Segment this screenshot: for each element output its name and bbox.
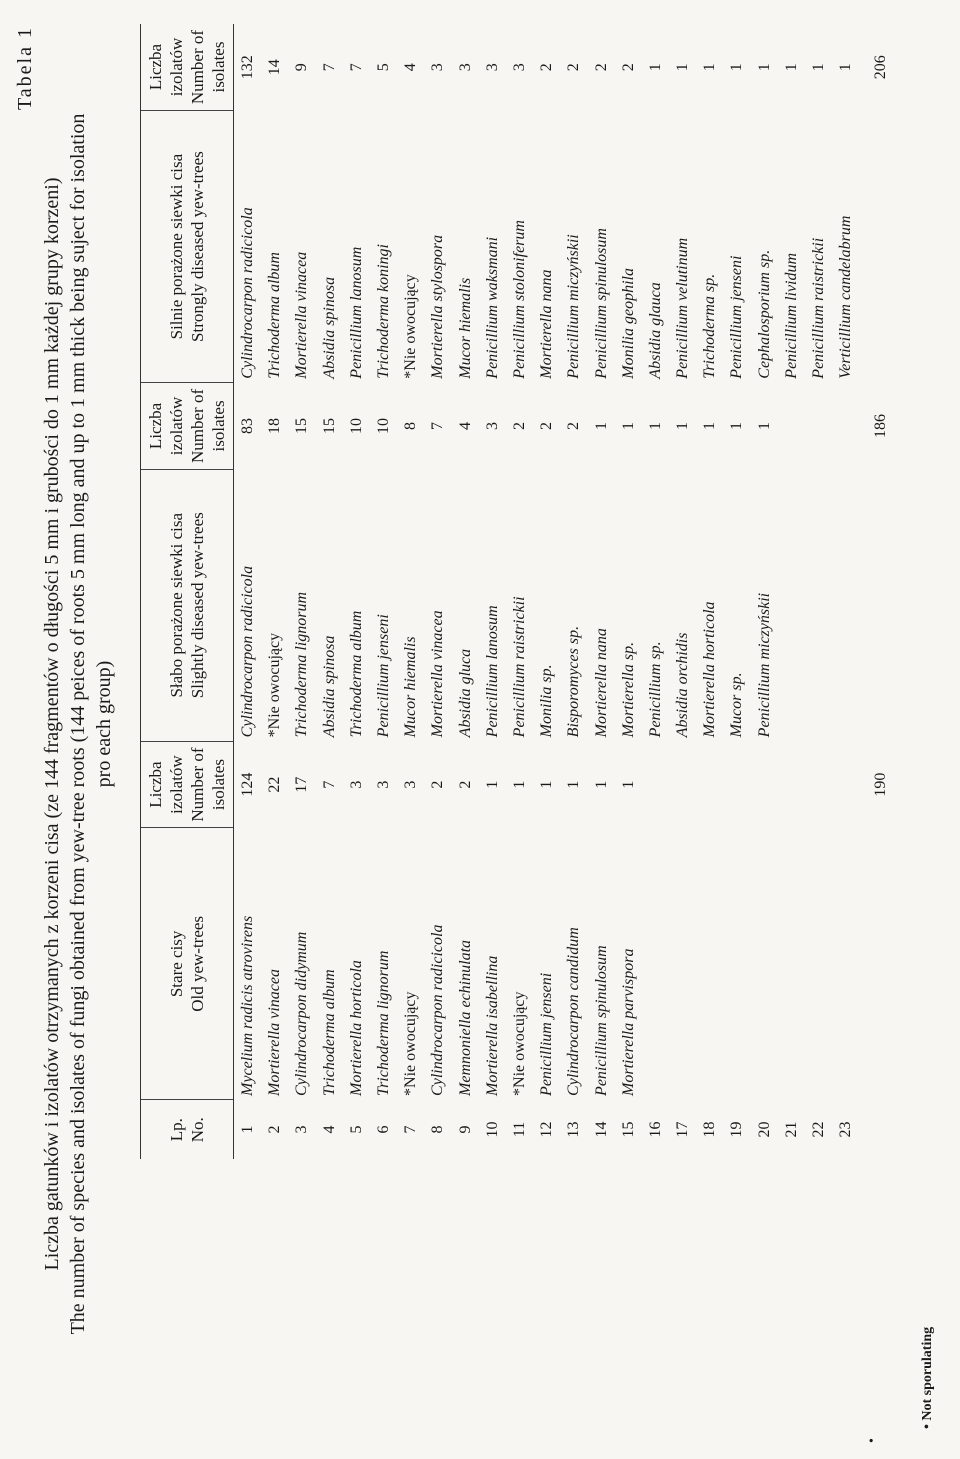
strongly-diseased-species: *Nie owocujący (402, 274, 420, 379)
totals-spacer (859, 469, 894, 741)
table-row (506, 24, 533, 1159)
old-yew-species (832, 828, 859, 1100)
old-yew-species: Memnoniella echinulata (456, 939, 474, 1096)
table-row (560, 24, 587, 1159)
strongly-diseased-species: Penicillium lanosum (347, 246, 365, 379)
table-header-row (141, 24, 234, 1159)
old-yew-species (751, 828, 778, 1100)
strongly-diseased-species: Penicillium spinulosum (592, 228, 610, 379)
slightly-diseased-species: Absidia spinosa (320, 635, 338, 738)
old-yew-count: 22 (266, 776, 284, 793)
table-row (696, 24, 723, 1159)
totals-spacer (859, 1100, 894, 1159)
row-number: 18 (701, 1121, 719, 1138)
row-number: 5 (347, 1125, 365, 1134)
slightly-diseased-species: Penicillium miczyńskii (755, 592, 773, 738)
slightly-diseased-species (832, 469, 859, 741)
caption-polish: Liczba gatunków i izolatów otrzymanych z korzeni cisa (ze 144 fragmentów o długości 5 mm i grubości do 1 mm każdej grupy korzeni) (41, 177, 63, 1271)
strongly-diseased-species: Cylindrocarpon radicicola (239, 207, 257, 379)
table-row (832, 24, 859, 1159)
table-row (234, 24, 262, 1159)
old-yew-count: 3 (375, 780, 393, 789)
old-yew-count: 1 (483, 780, 501, 789)
old-yew-count (778, 741, 805, 827)
old-yew-species: Trichoderma album (320, 969, 338, 1096)
slightly-diseased-species: Absidia orchidis (674, 632, 692, 738)
table-row (751, 24, 778, 1159)
row-number: 7 (402, 1125, 420, 1134)
row-number: 23 (837, 1121, 855, 1138)
strongly-diseased-count: 9 (293, 63, 311, 72)
header-old-yew: Stare cisy Old yew-trees (141, 828, 234, 1100)
strongly-diseased-species: Penicillium lividum (782, 252, 800, 379)
strongly-diseased-species: Penicillium miczyńskii (565, 234, 583, 379)
strongly-diseased-species: Penicillium velutinum (674, 237, 692, 379)
old-yew-count: 17 (293, 776, 311, 793)
row-number: 6 (375, 1125, 393, 1134)
slightly-diseased-count: 1 (701, 421, 719, 430)
strongly-diseased-count: 2 (538, 63, 556, 72)
row-number: 3 (293, 1125, 311, 1134)
row-number: 8 (429, 1125, 447, 1134)
old-yew-count: 2 (429, 780, 447, 789)
table-row (587, 24, 614, 1159)
strongly-diseased-count: 3 (429, 63, 447, 72)
old-yew-count (669, 741, 696, 827)
slightly-diseased-species: Penicillium sp. (646, 641, 664, 738)
row-number: 15 (619, 1121, 637, 1138)
strongly-diseased-count: 1 (674, 63, 692, 72)
slightly-diseased-count: 8 (402, 421, 420, 430)
old-yew-species: Mycelium radicis atrovirens (239, 915, 257, 1096)
old-yew-count: 3 (347, 780, 365, 789)
old-yew-count: 124 (239, 772, 257, 797)
slightly-diseased-species: Trichoderma album (347, 610, 365, 738)
table-row (479, 24, 506, 1159)
slightly-diseased-count: 1 (728, 421, 746, 430)
slightly-diseased-species: Penicillium jenseni (375, 614, 393, 738)
totals-row (859, 24, 894, 1159)
strongly-diseased-species: Mortierella vinacea (293, 251, 311, 379)
table-row (424, 24, 451, 1159)
strongly-diseased-count: 7 (320, 63, 338, 72)
strongly-diseased-count: 7 (347, 63, 365, 72)
caption-english: The number of species and isolates of fungi obtained from yew-tree roots (144 peices of roots 5 mm long and up to 1 mm thick being suject for isolation (67, 113, 89, 1335)
strongly-diseased-species: Verticillium candelabrum (837, 215, 855, 379)
slightly-diseased-count: 1 (674, 421, 692, 430)
slightly-diseased-count: 3 (483, 421, 501, 430)
strongly-diseased-count: 2 (565, 63, 583, 72)
strongly-diseased-species: Trichoderma sp. (701, 273, 719, 379)
old-yew-count: 2 (456, 780, 474, 789)
table-label: Tabela 1 (14, 26, 36, 111)
row-number: 21 (782, 1121, 800, 1138)
row-number: 4 (320, 1125, 338, 1134)
table-row (642, 24, 669, 1159)
old-yew-species: Penicillium spinulosum (592, 945, 610, 1096)
slightly-diseased-species: Cylindrocarpon radicicola (239, 565, 257, 738)
strongly-diseased-count: 3 (510, 63, 528, 72)
slightly-diseased-count: 2 (538, 421, 556, 430)
old-yew-species: Mortierella parvispora (619, 948, 637, 1096)
strongly-diseased-count: 1 (728, 63, 746, 72)
strongly-diseased-species: Monilia geophila (619, 268, 637, 379)
old-yew-species: Penicillium jenseni (538, 972, 556, 1096)
strongly-diseased-count: 14 (266, 59, 284, 76)
header-count-2: Liczba izolatów Number of isolates (141, 383, 234, 469)
strongly-diseased-species: Absidia glauca (646, 282, 664, 379)
caption-english-continued: pro each group) (93, 660, 115, 788)
old-yew-count: 1 (510, 780, 528, 789)
strongly-diseased-count: 2 (592, 63, 610, 72)
slightly-diseased-count (832, 383, 859, 469)
old-yew-count (696, 741, 723, 827)
old-yew-species (669, 828, 696, 1100)
strongly-diseased-species: Penicillium jenseni (728, 255, 746, 379)
table-row (615, 24, 642, 1159)
slightly-diseased-count: 7 (429, 421, 447, 430)
table-row (778, 24, 805, 1159)
strongly-diseased-species: Trichoderma album (266, 252, 284, 379)
strongly-diseased-count: 1 (755, 63, 773, 72)
header-count-1: Liczba izolatów Number of isolates (141, 741, 234, 827)
header-count-3: Liczba izolatów Number of isolates (141, 24, 234, 111)
strongly-diseased-count: 3 (456, 63, 474, 72)
totals-spacer (859, 828, 894, 1100)
slightly-diseased-count: 2 (510, 421, 528, 430)
fungi-isolates-table (140, 24, 895, 1159)
old-yew-count (723, 741, 750, 827)
strongly-diseased-count: 2 (619, 63, 637, 72)
old-yew-count: 1 (565, 780, 583, 789)
table-row (533, 24, 560, 1159)
slightly-diseased-species: Mortierella sp. (619, 641, 637, 738)
table-body (234, 24, 895, 1159)
slightly-diseased-species: Monilia sp. (538, 664, 556, 738)
slightly-diseased-count: 18 (266, 417, 284, 434)
slightly-diseased-count: 1 (592, 421, 610, 430)
strongly-diseased-count: 1 (810, 63, 828, 72)
slightly-diseased-species: Trichoderma lignorum (293, 591, 311, 738)
slightly-diseased-count: 1 (646, 421, 664, 430)
slightly-diseased-count (805, 383, 832, 469)
strongly-diseased-count: 1 (701, 63, 719, 72)
old-yew-count: 3 (402, 780, 420, 789)
table-row (288, 24, 315, 1159)
row-number: 19 (728, 1121, 746, 1138)
old-yew-count: 1 (538, 780, 556, 789)
strongly-diseased-species: Cephalosporium sp. (755, 249, 773, 379)
slightly-diseased-count: 2 (565, 421, 583, 430)
strongly-diseased-total: 206 (872, 55, 890, 80)
slightly-diseased-species: Bisporomyces sp. (565, 625, 583, 738)
slightly-diseased-species: *Nie owocujący (266, 632, 284, 738)
old-yew-species: *Nie owocujący (510, 991, 528, 1096)
row-number: 11 (510, 1121, 528, 1138)
old-yew-species (778, 828, 805, 1100)
table-row (261, 24, 288, 1159)
slightly-diseased-total: 186 (872, 413, 890, 438)
slightly-diseased-count: 83 (239, 417, 257, 434)
old-yew-species: Cylindrocarpon candidum (565, 927, 583, 1096)
slightly-diseased-species: Absidia gluca (456, 648, 474, 738)
table-row (669, 24, 696, 1159)
row-number: 13 (565, 1121, 583, 1138)
strongly-diseased-count: 3 (483, 63, 501, 72)
row-number: 20 (755, 1121, 773, 1138)
old-yew-species: Cylindrocarpon radicicola (429, 924, 447, 1096)
old-yew-total: 190 (872, 772, 890, 797)
slightly-diseased-species: Penicillium raistrickii (510, 596, 528, 738)
row-number: 14 (592, 1121, 610, 1138)
old-yew-count (751, 741, 778, 827)
old-yew-species (805, 828, 832, 1100)
row-number: 10 (483, 1121, 501, 1138)
old-yew-species: Mortierella horticola (347, 960, 365, 1096)
old-yew-species: Mortierella vinacea (266, 969, 284, 1096)
header-lp: Lp. No. (141, 1100, 234, 1159)
old-yew-count (805, 741, 832, 827)
old-yew-species: Cylindrocarpon didymum (293, 931, 311, 1096)
footnote: • Not sporulating (920, 1326, 935, 1429)
row-number: 22 (810, 1121, 828, 1138)
row-number: 12 (538, 1121, 556, 1138)
slightly-diseased-count: 10 (375, 417, 393, 434)
old-yew-species (696, 828, 723, 1100)
old-yew-count: 7 (320, 780, 338, 789)
slightly-diseased-count: 15 (320, 417, 338, 434)
slightly-diseased-species: Mortierella nana (592, 628, 610, 738)
old-yew-species: *Nie owocujący (402, 991, 420, 1096)
strongly-diseased-count: 5 (375, 63, 393, 72)
strongly-diseased-count: 1 (646, 63, 664, 72)
header-strongly-diseased: Silnie porażone siewki cisa Strongly diseased yew-trees (141, 111, 234, 383)
strongly-diseased-species: Mortierella stylospora (429, 234, 447, 379)
strongly-diseased-species: Penicillium stoloniferum (510, 220, 528, 379)
table-row (452, 24, 479, 1159)
old-yew-species (723, 828, 750, 1100)
slightly-diseased-species: Mucor hiemalis (402, 636, 420, 738)
row-number: 2 (266, 1125, 284, 1134)
old-yew-species (642, 828, 669, 1100)
old-yew-species: Trichoderma lignorum (375, 950, 393, 1096)
totals-spacer (859, 111, 894, 383)
old-yew-count: 1 (592, 780, 610, 789)
slightly-diseased-count: 1 (755, 421, 773, 430)
slightly-diseased-species: Mortierella horticola (701, 601, 719, 738)
slightly-diseased-count: 10 (347, 417, 365, 434)
old-yew-count: 1 (619, 780, 637, 789)
slightly-diseased-species: Mortierella vinacea (429, 610, 447, 738)
strongly-diseased-species: Trichoderma koningi (375, 244, 393, 379)
strongly-diseased-species: Mortierella nana (538, 269, 556, 379)
old-yew-count (832, 741, 859, 827)
row-number: 1 (239, 1125, 257, 1134)
slightly-diseased-species: Mucor sp. (728, 672, 746, 738)
old-yew-species: Mortierella isabellina (483, 955, 501, 1096)
slightly-diseased-count (778, 383, 805, 469)
table-row (343, 24, 370, 1159)
slightly-diseased-count: 4 (456, 421, 474, 430)
header-slightly-diseased: Słabo porażone siewki cisa Slightly diseased yew-trees (141, 469, 234, 741)
bullet-mark: • (865, 1438, 880, 1443)
row-number: 16 (646, 1121, 664, 1138)
slightly-diseased-species (805, 469, 832, 741)
strongly-diseased-species: Absidia spinosa (320, 276, 338, 379)
slightly-diseased-count: 15 (293, 417, 311, 434)
strongly-diseased-species: Penicillium waksmani (483, 236, 501, 379)
strongly-diseased-species: Mucor hiemalis (456, 277, 474, 379)
slightly-diseased-count: 1 (619, 421, 637, 430)
strongly-diseased-count: 1 (837, 63, 855, 72)
strongly-diseased-count: 4 (402, 63, 420, 72)
table-row (723, 24, 750, 1159)
strongly-diseased-count: 1 (782, 63, 800, 72)
row-number: 9 (456, 1125, 474, 1134)
row-number: 17 (674, 1121, 692, 1138)
table-row (397, 24, 424, 1159)
strongly-diseased-count: 132 (239, 55, 257, 80)
table-row (316, 24, 343, 1159)
table-row (805, 24, 832, 1159)
old-yew-count (642, 741, 669, 827)
slightly-diseased-species (778, 469, 805, 741)
strongly-diseased-species: Penicillium raistrickii (810, 237, 828, 379)
table-row (370, 24, 397, 1159)
slightly-diseased-species: Penicillium lanosum (483, 605, 501, 738)
